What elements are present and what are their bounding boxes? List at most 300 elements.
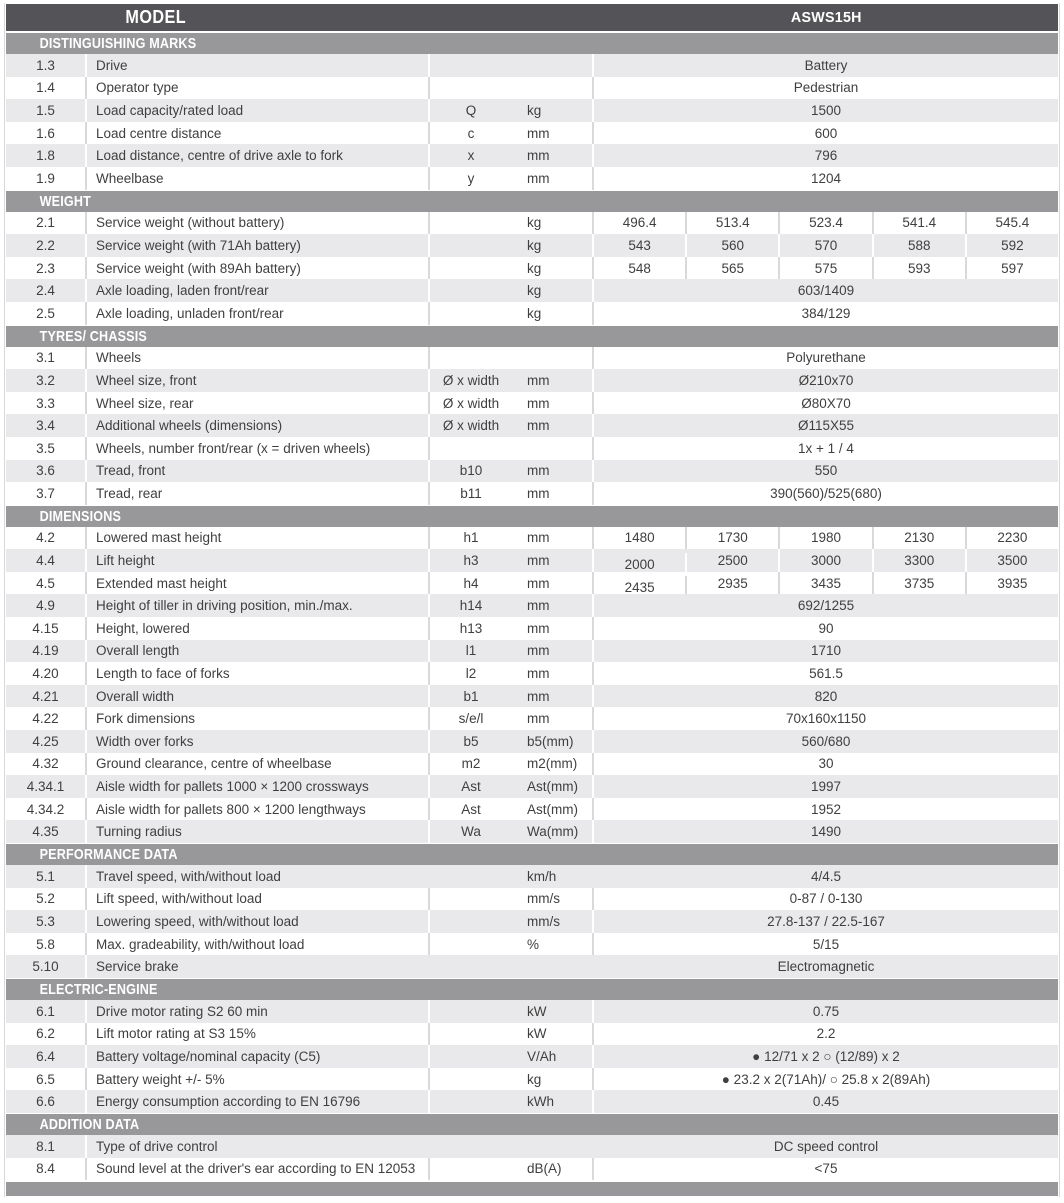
row-values <box>594 437 1058 460</box>
value-cell: 796 <box>814 148 838 164</box>
row-unit: mm <box>514 392 594 415</box>
spec-sheet <box>4 3 1060 1197</box>
row-unit: mm <box>514 167 594 190</box>
value-cell: 30 <box>818 756 834 772</box>
value-cell: 603/1409 <box>797 283 855 299</box>
row-description: Load capacity/rated load <box>87 99 430 122</box>
spec-row-4.5 <box>6 572 1058 595</box>
row-index: 5.10 <box>6 955 87 978</box>
row-description: Service weight (with 71Ah battery) <box>87 234 430 257</box>
row-description: Aisle width for pallets 1000 × 1200 crossways <box>87 775 430 798</box>
value-cell: 1x + 1 / 4 <box>798 440 854 456</box>
value-cell: 593 <box>874 257 967 280</box>
row-description: Energy consumption according to EN 16796 <box>87 1090 430 1113</box>
row-symbol <box>430 302 514 325</box>
value-cell: 27.8-137 / 22.5-167 <box>767 913 885 929</box>
value-cell: 597 <box>1001 260 1024 276</box>
section-title: ADDITION DATA <box>39 1115 140 1133</box>
spec-row-8.1 <box>6 1135 1058 1158</box>
section-header-tyres-chassis <box>6 326 1058 347</box>
row-unit: mm <box>514 662 594 685</box>
row-index: 4.2 <box>6 527 87 550</box>
model-label-cell <box>6 7 306 28</box>
row-values <box>594 122 1058 145</box>
value-cell: 545.4 <box>995 215 1030 231</box>
value-cell: DC speed control <box>773 1138 879 1154</box>
row-symbol: Ø x width <box>442 395 500 411</box>
value-cell: Ø210x70 <box>798 372 854 388</box>
row-unit: kW <box>514 1000 594 1023</box>
row-index: 3.1 <box>6 347 87 370</box>
row-symbol: h3 <box>463 553 479 569</box>
row-unit: mm <box>514 144 594 167</box>
spec-row-1.9 <box>6 167 1058 190</box>
row-values <box>594 302 1058 325</box>
row-description: Lowering speed, with/without load <box>87 910 430 933</box>
spec-row-2.3 <box>6 257 1058 280</box>
row-symbol <box>430 933 514 956</box>
row-description: Aisle width for pallets 800 × 1200 lengthways <box>87 798 430 821</box>
row-unit: kg <box>514 99 594 122</box>
row-symbol <box>430 1068 514 1091</box>
spec-row-5.3 <box>6 910 1058 933</box>
value-cell: 3935 <box>997 575 1028 591</box>
row-unit: kW <box>514 1023 594 1046</box>
value-cell: 1204 <box>810 170 842 186</box>
value-cell: 523.4 <box>780 212 873 235</box>
row-index: 1.3 <box>6 54 87 77</box>
row-unit: kg <box>514 1068 594 1091</box>
spec-row-4.21 <box>6 685 1058 708</box>
spec-row-4.4 <box>6 549 1058 572</box>
value-cell: Electromagnetic <box>777 959 875 975</box>
value-cell: 560/680 <box>801 733 851 749</box>
row-values <box>594 369 1058 392</box>
value-cell: Polyurethane <box>786 350 866 366</box>
row-symbol <box>430 347 514 370</box>
row-unit: V/Ah <box>514 1045 594 1068</box>
row-unit: mm <box>514 369 594 392</box>
value-cell: 3500 <box>997 553 1028 569</box>
row-symbol: Ø x width <box>442 418 500 434</box>
row-symbol: m2 <box>461 756 481 772</box>
row-unit <box>514 54 594 77</box>
row-symbol: b10 <box>459 463 483 479</box>
row-values <box>594 99 1058 122</box>
section-header-addition-data <box>6 1114 1058 1135</box>
value-cell: 2.2 <box>816 1026 836 1042</box>
row-unit: kg <box>514 302 594 325</box>
row-index: 6.4 <box>6 1045 87 1068</box>
row-symbol <box>430 279 514 302</box>
row-unit: mm <box>514 527 594 550</box>
row-values <box>594 707 1058 730</box>
row-description: Axle loading, unladen front/rear <box>87 302 430 325</box>
row-values <box>594 347 1058 370</box>
spec-row-3.2 <box>6 369 1058 392</box>
row-unit: Ast(mm) <box>514 775 594 798</box>
spec-row-1.6 <box>6 122 1058 145</box>
row-description: Travel speed, with/without load <box>96 868 281 884</box>
row-unit: b5(mm) <box>514 730 594 753</box>
row-unit <box>514 77 594 100</box>
value-cell: 2435 <box>594 576 687 595</box>
spec-row-6.5 <box>6 1068 1058 1091</box>
row-description: Load distance, centre of drive axle to fork <box>87 144 430 167</box>
row-values <box>594 460 1058 483</box>
row-unit: mm <box>514 640 594 663</box>
spec-row-5.10 <box>6 955 1058 978</box>
row-index: 8.1 <box>6 1135 87 1158</box>
row-description: Width over forks <box>87 730 430 753</box>
row-values <box>594 482 1058 505</box>
row-description: Overall length <box>87 640 430 663</box>
row-index: 3.3 <box>6 392 87 415</box>
row-description: Battery weight +/- 5% <box>87 1068 430 1091</box>
value-cell: 3735 <box>874 572 967 595</box>
spec-row-2.4 <box>6 279 1058 302</box>
row-values <box>594 775 1058 798</box>
row-symbol: Ø x width <box>442 372 500 388</box>
spec-row-6.4 <box>6 1045 1058 1068</box>
row-description: Load centre distance <box>87 122 430 145</box>
row-description: Overall width <box>87 685 430 708</box>
row-unit: mm <box>514 617 594 640</box>
row-index: 2.4 <box>6 279 87 302</box>
value-cell: Ø115X55 <box>797 418 855 434</box>
spec-row-1.5 <box>6 99 1058 122</box>
value-cell: 3300 <box>874 549 967 572</box>
row-values <box>594 955 1058 978</box>
model-value: ASWS15H <box>790 8 862 26</box>
row-description: Height of tiller in driving position, min./max. <box>87 594 430 617</box>
row-symbol: c <box>467 125 475 141</box>
value-cell: 1710 <box>810 643 842 659</box>
row-index: 2.3 <box>6 257 87 280</box>
row-values <box>594 167 1058 190</box>
section-title: ELECTRIC-ENGINE <box>39 980 158 998</box>
row-values <box>594 1090 1058 1113</box>
value-cell: 5/15 <box>812 936 840 952</box>
row-values <box>594 662 1058 685</box>
row-index: 2.5 <box>6 302 87 325</box>
row-description: Service weight (with 89Ah battery) <box>87 257 430 280</box>
row-index: 1.5 <box>6 99 87 122</box>
value-cell: 1500 <box>810 102 842 118</box>
row-index: 3.7 <box>6 482 87 505</box>
value-cell: 543 <box>594 234 687 257</box>
row-symbol: h4 <box>463 575 479 591</box>
row-symbol: y <box>467 170 475 186</box>
row-symbol: b1 <box>463 688 479 704</box>
row-unit: % <box>514 933 594 956</box>
section-header-dimensions <box>6 506 1058 527</box>
spec-row-4.34.2 <box>6 798 1058 821</box>
row-symbol: l1 <box>465 643 477 659</box>
row-description: Wheelbase <box>87 167 430 190</box>
row-index: 2.1 <box>6 212 87 235</box>
row-description: Wheels, number front/rear (x = driven wheels) <box>87 437 430 460</box>
spec-row-3.3 <box>6 392 1058 415</box>
row-index: 2.2 <box>6 234 87 257</box>
row-description: Tread, front <box>87 460 430 483</box>
footer-bar <box>6 1182 1058 1196</box>
spec-row-4.35 <box>6 820 1058 843</box>
row-index: 1.8 <box>6 144 87 167</box>
value-cell: 2000 <box>594 553 687 572</box>
row-symbol <box>430 910 514 933</box>
row-description: Wheel size, rear <box>87 392 430 415</box>
row-unit: mm/s <box>514 910 594 933</box>
row-index: 4.19 <box>6 640 87 663</box>
value-cell: <75 <box>814 1161 838 1177</box>
spec-row-3.1 <box>6 347 1058 370</box>
row-index: 6.2 <box>6 1023 87 1046</box>
value-cell: 560 <box>687 234 780 257</box>
value-cell: Ø80X70 <box>801 395 851 411</box>
value-cell: 384/129 <box>801 305 851 321</box>
spec-row-4.32 <box>6 753 1058 776</box>
row-index: 4.34.1 <box>6 775 87 798</box>
row-symbol <box>430 437 514 460</box>
value-cell: 600 <box>814 125 838 141</box>
row-values <box>594 1000 1058 1023</box>
value-cell: 1980 <box>780 527 873 550</box>
row-values <box>594 820 1058 843</box>
row-values <box>594 572 1058 595</box>
model-label: MODEL <box>125 7 187 27</box>
spec-row-2.1 <box>6 212 1058 235</box>
section-title: DIMENSIONS <box>39 507 122 525</box>
value-cell: 1730 <box>687 527 780 550</box>
row-index: 4.22 <box>6 707 87 730</box>
row-unit: mm <box>514 707 594 730</box>
row-values <box>594 1045 1058 1068</box>
spec-row-5.2 <box>6 888 1058 911</box>
row-values <box>594 414 1058 437</box>
row-unit: mm <box>514 594 594 617</box>
value-cell: 550 <box>814 463 838 479</box>
row-symbol: x <box>467 148 475 164</box>
row-index: 4.21 <box>6 685 87 708</box>
value-cell: 570 <box>780 234 873 257</box>
spec-table-body <box>6 33 1058 1180</box>
row-values <box>594 910 1058 933</box>
row-unit: Ast(mm) <box>514 798 594 821</box>
row-values <box>594 1158 1058 1181</box>
value-cell: 541.4 <box>874 212 967 235</box>
row-symbol: l2 <box>465 666 477 682</box>
section-header-performance-data <box>6 844 1058 865</box>
row-symbol <box>430 234 514 257</box>
row-unit: mm <box>514 549 594 572</box>
value-cell: 2935 <box>687 572 780 595</box>
row-symbol <box>430 1158 514 1181</box>
row-values <box>594 1068 1058 1091</box>
row-values <box>594 865 1058 888</box>
section-header-electric-engine <box>6 979 1058 1000</box>
row-values <box>594 212 1058 235</box>
value-cell: 0-87 / 0-130 <box>789 891 863 907</box>
row-unit: mm <box>514 122 594 145</box>
row-index: 3.4 <box>6 414 87 437</box>
spec-row-3.4 <box>6 414 1058 437</box>
spec-row-8.4 <box>6 1158 1058 1181</box>
spec-row-4.15 <box>6 617 1058 640</box>
row-description: Max. gradeability, with/without load <box>87 933 430 956</box>
value-cell: 565 <box>687 257 780 280</box>
value-cell: 2500 <box>687 549 780 572</box>
spec-row-2.2 <box>6 234 1058 257</box>
value-cell: 390(560)/525(680) <box>770 485 882 501</box>
row-index: 1.9 <box>6 167 87 190</box>
row-values <box>594 527 1058 550</box>
value-cell: 1490 <box>810 824 842 840</box>
row-description: Lowered mast height <box>87 527 430 550</box>
row-values <box>594 888 1058 911</box>
row-symbol: b11 <box>460 485 482 501</box>
value-cell: 588 <box>874 234 967 257</box>
spec-row-5.8 <box>6 933 1058 956</box>
row-values <box>594 617 1058 640</box>
spec-row-4.20 <box>6 662 1058 685</box>
row-index: 1.4 <box>6 77 87 100</box>
row-index: 6.5 <box>6 1068 87 1091</box>
row-description: Turning radius <box>87 820 430 843</box>
row-symbol: h14 <box>459 598 483 614</box>
section-title: DISTINGUISHING MARKS <box>39 35 197 52</box>
row-index: 4.20 <box>6 662 87 685</box>
row-index: 5.1 <box>6 865 87 888</box>
row-unit: mm <box>514 460 594 483</box>
spec-row-4.22 <box>6 707 1058 730</box>
value-cell: 3000 <box>780 549 873 572</box>
row-description: Fork dimensions <box>87 707 430 730</box>
section-title: WEIGHT <box>39 192 92 210</box>
row-values <box>594 1023 1058 1046</box>
row-symbol <box>430 257 514 280</box>
row-values <box>594 753 1058 776</box>
row-description: Lift height <box>87 549 430 572</box>
spec-row-4.25 <box>6 730 1058 753</box>
row-unit <box>514 347 594 370</box>
row-symbol <box>430 54 514 77</box>
row-unit: km/h <box>527 868 557 884</box>
row-values <box>594 730 1058 753</box>
row-symbol: Ast <box>461 801 481 817</box>
value-cell: 90 <box>818 620 834 636</box>
spec-row-6.6 <box>6 1090 1058 1113</box>
row-index: 6.6 <box>6 1090 87 1113</box>
row-description: Height, lowered <box>87 617 430 640</box>
row-symbol <box>430 77 514 100</box>
row-description: Service weight (without battery) <box>87 212 430 235</box>
row-unit: kWh <box>514 1090 594 1113</box>
row-symbol: Wa <box>461 824 481 840</box>
row-symbol <box>430 212 514 235</box>
row-symbol <box>430 865 514 888</box>
section-header-weight <box>6 191 1058 212</box>
spec-row-4.2 <box>6 527 1058 550</box>
row-symbol: h13 <box>459 620 483 636</box>
row-description: Type of drive control <box>96 1138 218 1154</box>
spec-row-2.5 <box>6 302 1058 325</box>
spec-row-6.2 <box>6 1023 1058 1046</box>
section-title: TYRES/ CHASSIS <box>39 327 147 345</box>
row-symbol <box>430 1045 514 1068</box>
row-values <box>594 144 1058 167</box>
row-values <box>594 279 1058 302</box>
row-description: Service brake <box>96 959 179 975</box>
row-index: 4.25 <box>6 730 87 753</box>
row-index: 5.8 <box>6 933 87 956</box>
row-symbol <box>430 1000 514 1023</box>
row-values <box>594 640 1058 663</box>
spec-row-1.8 <box>6 144 1058 167</box>
row-unit: mm <box>514 685 594 708</box>
spec-row-4.34.1 <box>6 775 1058 798</box>
row-symbol: b5 <box>463 733 479 749</box>
row-index: 3.6 <box>6 460 87 483</box>
row-unit: mm <box>514 482 594 505</box>
row-index: 6.1 <box>6 1000 87 1023</box>
row-unit: mm/s <box>514 888 594 911</box>
value-cell: 513.4 <box>687 212 780 235</box>
model-header-bar <box>6 4 1058 31</box>
spec-row-3.7 <box>6 482 1058 505</box>
value-cell: Pedestrian <box>793 80 859 96</box>
row-symbol: s/e/l <box>458 711 484 727</box>
row-description: Length to face of forks <box>87 662 430 685</box>
row-index: 4.34.2 <box>6 798 87 821</box>
spec-row-3.6 <box>6 460 1058 483</box>
row-index: 5.2 <box>6 888 87 911</box>
row-unit: mm <box>514 572 594 595</box>
row-index: 4.5 <box>6 572 87 595</box>
row-description: Tread, rear <box>87 482 430 505</box>
value-cell: 592 <box>1001 237 1024 253</box>
row-description: Lift speed, with/without load <box>87 888 430 911</box>
row-description: Lift motor rating at S3 15% <box>87 1023 430 1046</box>
value-cell: 70x160x1150 <box>785 711 867 727</box>
row-description: Axle loading, laden front/rear <box>87 279 430 302</box>
row-description: Ground clearance, centre of wheelbase <box>87 753 430 776</box>
row-description: Additional wheels (dimensions) <box>87 414 430 437</box>
value-cell: 820 <box>814 688 838 704</box>
row-description: Extended mast height <box>87 572 430 595</box>
row-description: Wheel size, front <box>87 369 430 392</box>
row-index: 5.3 <box>6 910 87 933</box>
row-unit: mm <box>514 414 594 437</box>
spec-row-6.1 <box>6 1000 1058 1023</box>
value-cell: ● 23.2 x 2(71Ah)/ ○ 25.8 x 2(89Ah) <box>721 1071 931 1087</box>
spec-row-3.5 <box>6 437 1058 460</box>
row-index: 1.6 <box>6 122 87 145</box>
value-cell: 1997 <box>810 779 842 795</box>
row-values <box>594 685 1058 708</box>
row-index: 3.5 <box>6 437 87 460</box>
spec-row-4.19 <box>6 640 1058 663</box>
value-cell: 3435 <box>780 572 873 595</box>
row-values <box>594 594 1058 617</box>
row-index: 4.4 <box>6 549 87 572</box>
value-cell: 548 <box>594 257 687 280</box>
row-values <box>594 933 1058 956</box>
value-cell: 1952 <box>810 801 842 817</box>
row-index: 4.35 <box>6 820 87 843</box>
row-values <box>594 798 1058 821</box>
value-cell: ● 12/71 x 2 ○ (12/89) x 2 <box>752 1048 900 1064</box>
